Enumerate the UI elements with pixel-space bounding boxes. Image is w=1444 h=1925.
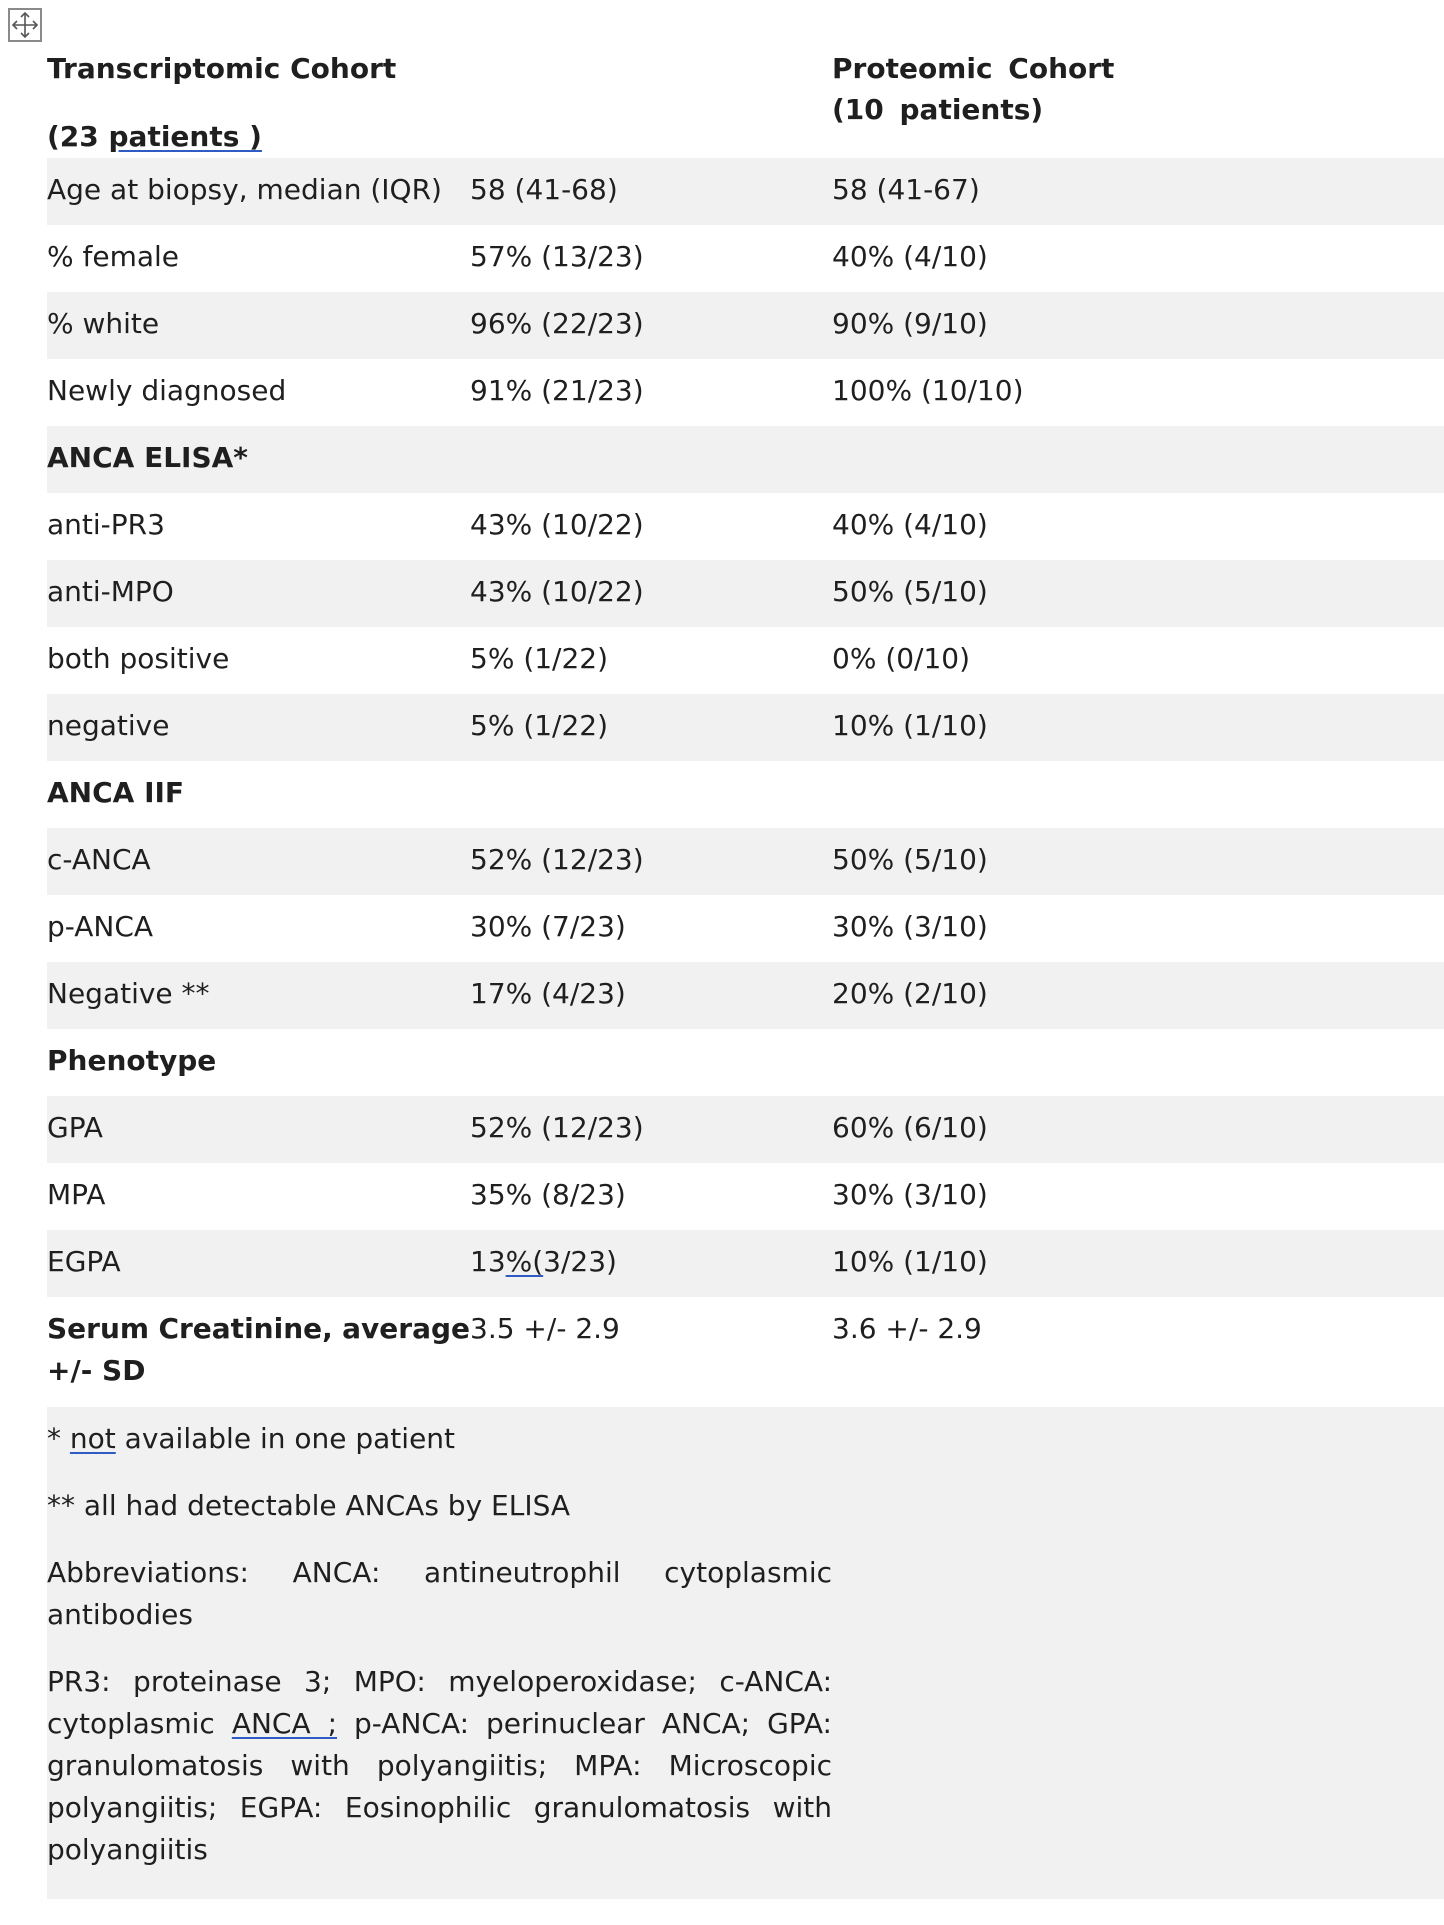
row-label: % female	[47, 240, 180, 273]
abbreviations-1	[47, 1541, 1444, 1650]
proteomic-value: 30% (3/10)	[832, 1178, 988, 1211]
table-row	[47, 895, 1444, 962]
footnotes-block	[47, 1407, 1444, 1899]
proteomic-value	[832, 761, 1444, 828]
header-transcriptomic-cohort	[47, 36, 832, 171]
proteomic-value: 10% (1/10)	[832, 709, 988, 742]
table-row	[47, 1096, 1444, 1163]
row-label: MPA	[47, 1178, 106, 1211]
abbreviations-2-part2: p-ANCA: perinuclear ANCA; GPA: granulomatosis with polyangiitis; MPA: Microscopic polyangiitis; EGPA: Eosinophilic granulomatosis with polyangiitis	[47, 1707, 832, 1866]
section-header-label: ANCA ELISA*	[47, 441, 248, 474]
demographics-table	[47, 36, 1444, 1899]
table-row	[47, 1163, 1444, 1230]
transcriptomic-value: 57% (13/23)	[470, 240, 644, 273]
row-label: p-ANCA	[47, 910, 154, 943]
table-row	[47, 292, 1444, 359]
section-header-row	[47, 1029, 1444, 1096]
transcriptomic-value	[470, 761, 832, 828]
serum-creatinine-label-line1	[47, 1308, 470, 1350]
table-row-serum-creatinine	[47, 1297, 1444, 1407]
row-label: Negative **	[47, 977, 210, 1010]
transcriptomic-value: 43% (10/22)	[470, 508, 644, 541]
proteomic-value: 60% (6/10)	[832, 1111, 988, 1144]
transcriptomic-value	[470, 426, 832, 493]
row-label: both positive	[47, 642, 230, 675]
serum-creatinine-label-line2: +/- SD	[47, 1354, 146, 1387]
transcriptomic-value: 52% (12/23)	[470, 1111, 644, 1144]
table-move-handle[interactable]	[8, 8, 42, 42]
section-header-label: ANCA IIF	[47, 776, 185, 809]
proteomic-value: 50% (5/10)	[832, 575, 988, 608]
row-label: GPA	[47, 1111, 103, 1144]
footnote-2-text: ** all had detectable ANCAs by ELISA	[47, 1489, 571, 1522]
transcriptomic-value: 96% (22/23)	[470, 307, 644, 340]
footnote-1	[47, 1407, 1444, 1474]
proteomic-value: 40% (4/10)	[832, 508, 988, 541]
proteomic-value: 10% (1/10)	[832, 1245, 988, 1278]
abbreviations-1-text: Abbreviations: ANCA: antineutrophil cytoplasmic antibodies	[47, 1556, 832, 1631]
header-transcriptomic-count-prefix: (23	[47, 120, 109, 153]
transcriptomic-value: 30% (7/23)	[470, 910, 626, 943]
footnote-1-suffix: available in one patient	[115, 1422, 456, 1455]
table-row	[47, 828, 1444, 895]
table-body	[47, 158, 1444, 1297]
row-label: c-ANCA	[47, 843, 151, 876]
row-label: EGPA	[47, 1245, 121, 1278]
proteomic-value: 90% (9/10)	[832, 307, 988, 340]
serum-creatinine-label	[47, 1297, 470, 1406]
proteomic-value: 100% (10/10)	[832, 374, 1024, 407]
transcriptomic-value: 5% (1/22)	[470, 642, 609, 675]
proteomic-value	[832, 426, 1444, 493]
row-label: Age at biopsy, median (IQR)	[47, 173, 442, 206]
row-label: % white	[47, 307, 160, 340]
table-row	[47, 694, 1444, 761]
abbreviations-2	[47, 1650, 1444, 1899]
proteomic-value: 0% (0/10)	[832, 642, 971, 675]
table-row	[47, 359, 1444, 426]
transcriptomic-value: 5% (1/22)	[470, 709, 609, 742]
table-row	[47, 225, 1444, 292]
proteomic-value: 40% (4/10)	[832, 240, 988, 273]
section-header-label: Phenotype	[47, 1044, 217, 1077]
serum-creatinine-proteomic: 3.6 +/- 2.9	[832, 1312, 982, 1345]
table-row	[47, 560, 1444, 627]
header-transcriptomic-count	[47, 116, 832, 157]
proteomic-value	[832, 1029, 1444, 1096]
row-label: Newly diagnosed	[47, 374, 287, 407]
transcriptomic-value-prefix: 13	[470, 1245, 506, 1278]
row-label: anti-MPO	[47, 575, 174, 608]
serum-creatinine-transcriptomic: 3.5 +/- 2.9	[470, 1312, 620, 1345]
footnote-1-underlined: not	[69, 1422, 116, 1455]
abbreviations-2-part1: PR3: proteinase 3; MPO: myeloperoxidase; c-ANCA: cytoplasmic	[47, 1665, 832, 1740]
row-label: negative	[47, 709, 170, 742]
header-transcriptomic-count-word: patients )	[108, 120, 262, 153]
transcriptomic-value-suffix: 3/23)	[543, 1245, 617, 1278]
transcriptomic-value: 52% (12/23)	[470, 843, 644, 876]
move-icon	[10, 10, 40, 40]
serum-word-2: Creatinine,	[158, 1312, 333, 1345]
table-row	[47, 627, 1444, 694]
row-label: anti-PR3	[47, 508, 165, 541]
footnote-2	[47, 1474, 1444, 1541]
table-header-row	[47, 36, 1444, 158]
serum-word-1: Serum	[47, 1312, 150, 1345]
table-row	[47, 493, 1444, 560]
transcriptomic-value: 91% (21/23)	[470, 374, 644, 407]
transcriptomic-value: 17% (4/23)	[470, 977, 626, 1010]
table-row	[47, 1230, 1444, 1297]
transcriptomic-value: 58 (41-68)	[470, 173, 618, 206]
proteomic-value: 20% (2/10)	[832, 977, 988, 1010]
table-row	[47, 158, 1444, 225]
proteomic-value: 50% (5/10)	[832, 843, 988, 876]
header-transcriptomic-title: Transcriptomic Cohort	[47, 52, 397, 85]
transcriptomic-value: 35% (8/23)	[470, 1178, 626, 1211]
table-row	[47, 962, 1444, 1029]
transcriptomic-value-underlined: %(	[505, 1245, 544, 1278]
footnote-1-prefix: *	[47, 1422, 70, 1455]
transcriptomic-value	[470, 1230, 832, 1297]
header-proteomic-cohort: Proteomic Cohort (10 patients)	[832, 52, 1115, 126]
section-header-row	[47, 426, 1444, 493]
serum-word-3: average	[342, 1312, 470, 1345]
section-header-row	[47, 761, 1444, 828]
proteomic-value: 30% (3/10)	[832, 910, 988, 943]
transcriptomic-value: 43% (10/22)	[470, 575, 644, 608]
transcriptomic-value	[470, 1029, 832, 1096]
proteomic-value: 58 (41-67)	[832, 173, 980, 206]
abbreviations-2-underlined: ANCA ;	[231, 1707, 338, 1740]
